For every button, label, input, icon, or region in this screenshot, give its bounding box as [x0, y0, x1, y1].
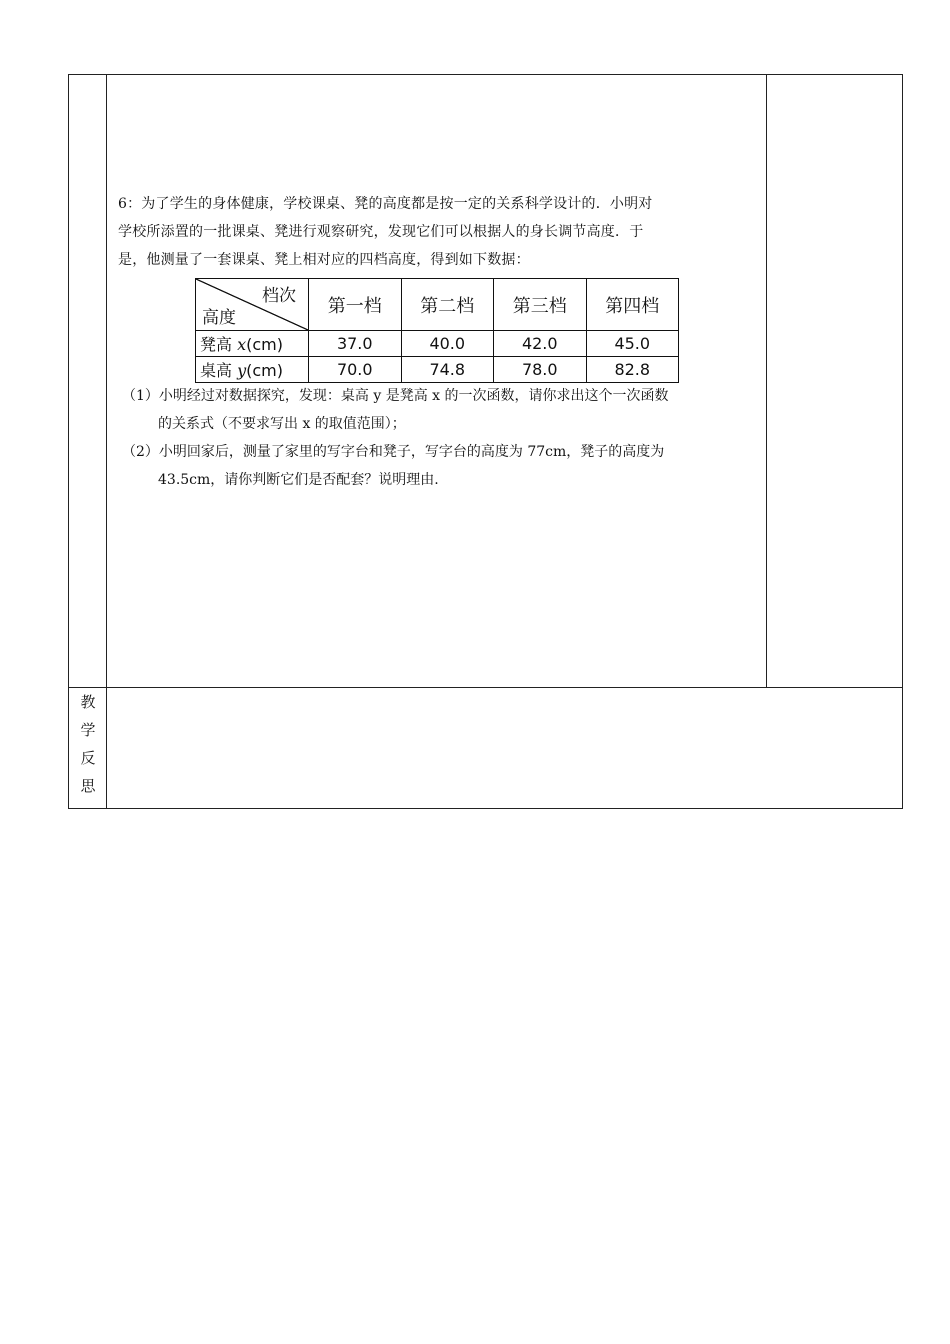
- table-row: [196, 331, 679, 357]
- row-label-text: 凳高: [200, 335, 238, 354]
- reflection-char: 学: [80, 721, 96, 739]
- header-level-1: 第一档: [309, 279, 402, 331]
- table-cell: 74.8: [401, 357, 494, 383]
- reflection-char: 教: [80, 693, 96, 711]
- table-cell: 45.0: [586, 331, 679, 357]
- header-level-3: 第三档: [494, 279, 587, 331]
- row-label-variable: x: [237, 335, 247, 354]
- row-label-variable: y: [237, 361, 247, 380]
- problem-line-2: 学校所添置的一批课桌、凳进行观察研究，发现它们可以根据人的身长调节高度．于: [118, 224, 644, 240]
- table-row: [196, 357, 679, 383]
- form-right-border: [902, 74, 903, 809]
- reflection-char: 反: [80, 749, 96, 767]
- header-level-2: 第二档: [401, 279, 494, 331]
- question-2: [122, 438, 762, 494]
- table-cell: 37.0: [309, 331, 402, 357]
- problem-line-1: 6：为了学生的身体健康，学校课桌、凳的高度都是按一定的关系科学设计的．小明对: [118, 196, 653, 212]
- table-cell: 78.0: [494, 357, 587, 383]
- question-2-line-2: 43.5cm，请你判断它们是否配套？说明理由.: [158, 472, 439, 488]
- form-bottom-border: [68, 808, 903, 809]
- table-header-row: [196, 279, 679, 331]
- problem-statement: [118, 190, 762, 274]
- table-corner-cell: [196, 279, 309, 331]
- table-cell: 82.8: [586, 357, 679, 383]
- question-1: [122, 382, 762, 438]
- row-label-desk-height: [196, 357, 309, 383]
- corner-label-level: 档次: [262, 286, 296, 306]
- corner-label-height: 高度: [202, 308, 236, 328]
- reflection-char: 思: [80, 777, 96, 795]
- row-label-stool-height: [196, 331, 309, 357]
- height-data-table: [195, 278, 679, 383]
- question-2-line-1: （2）小明回家后，测量了家里的写字台和凳子，写字台的高度为 77cm，凳子的高度为: [122, 444, 665, 460]
- row-label-unit: (cm): [246, 335, 283, 354]
- row-label-text: 桌高: [200, 361, 238, 380]
- form-right-column-divider: [766, 74, 767, 687]
- form-top-border: [68, 74, 903, 75]
- row-label-unit: (cm): [246, 361, 284, 380]
- header-level-4: 第四档: [586, 279, 679, 331]
- problem-line-3: 是，他测量了一套课桌、凳上相对应的四档高度，得到如下数据：: [118, 252, 530, 268]
- form-label-column-divider: [106, 74, 107, 809]
- table-cell: 42.0: [494, 331, 587, 357]
- question-1-line-2: 的关系式（不要求写出 x 的取值范围）；: [158, 416, 406, 432]
- table-cell: 40.0: [401, 331, 494, 357]
- teaching-reflection-label: [72, 688, 104, 800]
- question-1-line-1: （1）小明经过对数据探究，发现：桌高 y 是凳高 x 的一次函数，请你求出这个一次函数: [122, 388, 669, 404]
- table-cell: 70.0: [309, 357, 402, 383]
- diagonal-header: [196, 279, 308, 330]
- form-middle-border: [68, 687, 903, 688]
- form-left-border: [68, 74, 69, 809]
